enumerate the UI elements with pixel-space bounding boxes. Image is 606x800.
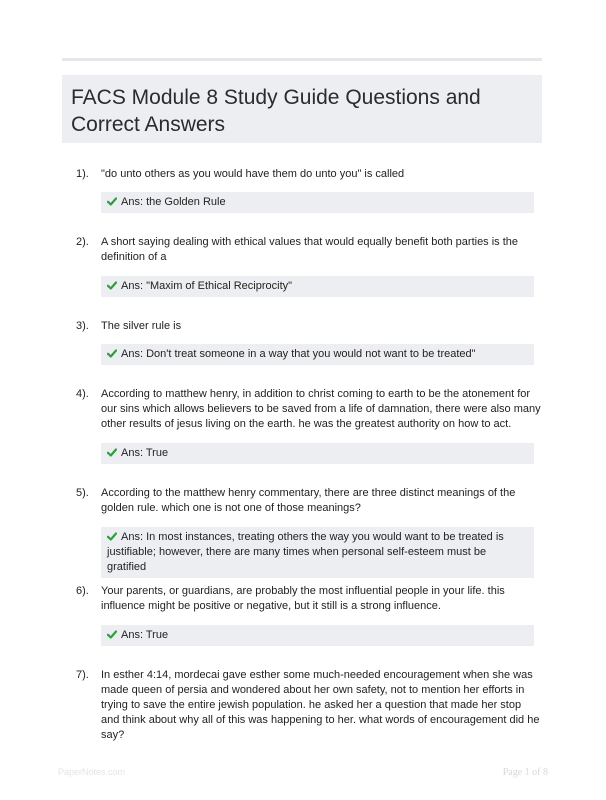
top-divider [62,58,542,61]
check-icon [107,630,117,639]
check-icon [107,349,117,358]
footer-watermark: PaperNotes.com [58,767,126,777]
answer-text: Ans: In most instances, treating others the way you would want to be treated is justifiable; however, there are many times when personal self-esteem must be gratified [107,531,504,573]
question-text: According to the matthew henry commentary, there are three distinct meanings of the golden rule. which one is not one of those meanings? [101,487,516,514]
answer-text: Ans: Don't treat someone in a way that you would not want to be treated" [121,348,476,360]
question-text: According to matthew henry, in addition to christ coming to earth to be the atonement for our sins which allows believers to be saved from a life of damnation, there were also many other results of jesus living on the earth. he was the greatest authority on how to act. [101,388,541,430]
question-text: The silver rule is [101,320,182,332]
page-title: FACS Module 8 Study Guide Questions and Correct Answers [71,86,481,136]
answer-text: Ans: True [121,447,169,459]
question-text: "do unto others as you would have them do unto you" is called [101,168,405,180]
answer-box [101,443,534,464]
question-text: A short saying dealing with ethical values that would equally benefit both parties is the definition of a [101,236,519,263]
answer-box [101,527,534,578]
question-number: 2). [76,236,89,248]
question-text: In esther 4:14, mordecai gave esther some much-needed encouragement when she was made queen of persia and wondered about her own safety, not to mention her efforts in trying to save the entire jewish population. he asked her a question that made her stop and think about why all of this was happening to her. what words of encouragement did he say? [101,669,540,741]
answer-box [101,276,534,297]
answer-box [101,192,534,213]
question-number: 4). [76,388,89,400]
answer-text: Ans: "Maxim of Ethical Reciprocity" [121,280,293,292]
check-icon [107,448,117,457]
question-number: 3). [76,320,89,332]
question-number: 5). [76,487,89,499]
question-text: Your parents, or guardians, are probably the most influential people in your life. this influence might be positive or negative, but it still is a strong influence. [101,585,505,612]
question-number: 1). [76,168,89,180]
question-number: 7). [76,669,89,681]
answer-text: Ans: True [121,629,169,641]
check-icon [107,532,117,541]
check-icon [107,281,117,290]
answer-box [101,625,534,646]
page-number: Page 1 of 8 [502,767,548,778]
check-icon [107,197,117,206]
title-banner [62,75,542,143]
answer-box [101,344,534,365]
answer-text: Ans: the Golden Rule [121,196,226,208]
question-number: 6). [76,585,89,597]
